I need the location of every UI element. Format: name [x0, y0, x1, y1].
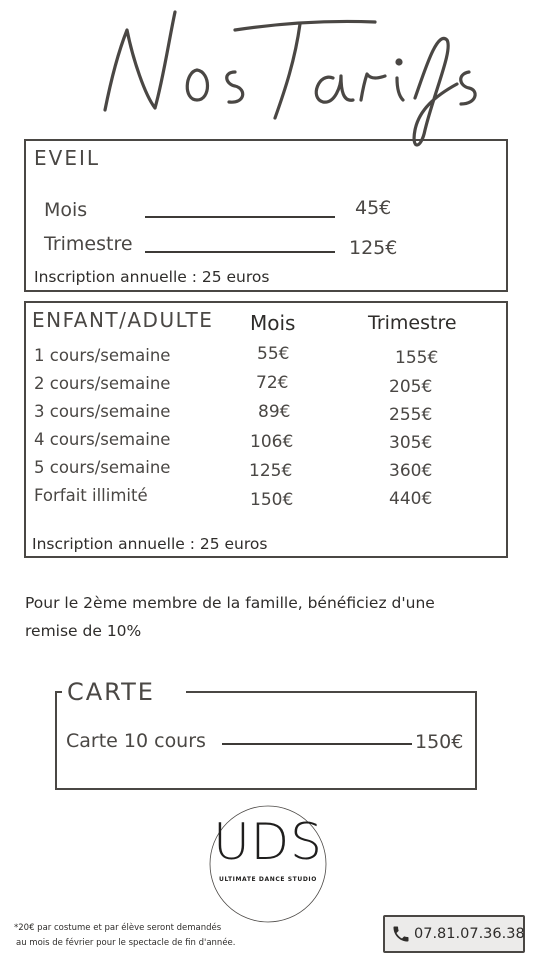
row-2-label: 2 cours/semaine [34, 374, 171, 393]
carte-heading: CARTE [67, 678, 155, 706]
row-6-trimestre: 440€ [389, 489, 433, 509]
logo-tagline: ULTIMATE DANCE STUDIO [219, 876, 317, 883]
row-5-trimestre: 360€ [389, 461, 433, 481]
phone-icon [391, 924, 411, 944]
eveil-heading: EVEIL [34, 146, 100, 170]
eveil-row-trimestre-leader [145, 251, 335, 253]
row-6-mois: 150€ [250, 490, 294, 510]
row-3-trimestre: 255€ [389, 405, 433, 425]
enfant-inscription: Inscription annuelle : 25 euros [32, 535, 268, 553]
row-4-mois: 106€ [250, 432, 294, 452]
row-3-mois: 89€ [258, 402, 291, 422]
col-header-mois: Mois [250, 311, 296, 335]
eveil-row-mois-leader [145, 216, 335, 218]
eveil-row-trimestre-price: 125€ [349, 237, 398, 259]
title-script [85, 0, 485, 160]
famille-line-1: Pour le 2ème membre de la famille, bénéficiez d'une [25, 594, 435, 612]
eveil-row-mois-label: Mois [44, 199, 88, 221]
eveil-row-mois-price: 45€ [355, 197, 392, 219]
eveil-row-trimestre-label: Trimestre [44, 233, 133, 255]
row-6-label: Forfait illimité [34, 486, 148, 505]
row-2-mois: 72€ [256, 373, 289, 393]
footnote-line-1: *20€ par costume et par élève seront demandés [14, 923, 222, 933]
carte-label: Carte 10 cours [66, 730, 206, 752]
famille-line-2: remise de 10% [25, 622, 142, 640]
row-4-trimestre: 305€ [389, 433, 433, 453]
carte-leader [222, 743, 412, 745]
row-5-label: 5 cours/semaine [34, 458, 171, 477]
phone-badge [383, 915, 525, 953]
enfant-adulte-heading: ENFANT/ADULTE [32, 308, 214, 332]
phone-number[interactable]: 07.81.07.36.38 [414, 926, 525, 942]
footnote-line-2: au mois de février pour le spectacle de fin d'année. [16, 938, 236, 948]
eveil-inscription: Inscription annuelle : 25 euros [34, 268, 270, 286]
logo-letters: UDS [213, 813, 323, 871]
row-2-trimestre: 205€ [389, 377, 433, 397]
row-1-mois: 55€ [257, 344, 290, 364]
carte-price: 150€ [415, 731, 464, 753]
row-1-label: 1 cours/semaine [34, 346, 171, 365]
row-1-trimestre: 155€ [395, 348, 439, 368]
row-4-label: 4 cours/semaine [34, 430, 171, 449]
row-5-mois: 125€ [249, 461, 293, 481]
col-header-trimestre: Trimestre [368, 312, 457, 334]
row-3-label: 3 cours/semaine [34, 402, 171, 421]
